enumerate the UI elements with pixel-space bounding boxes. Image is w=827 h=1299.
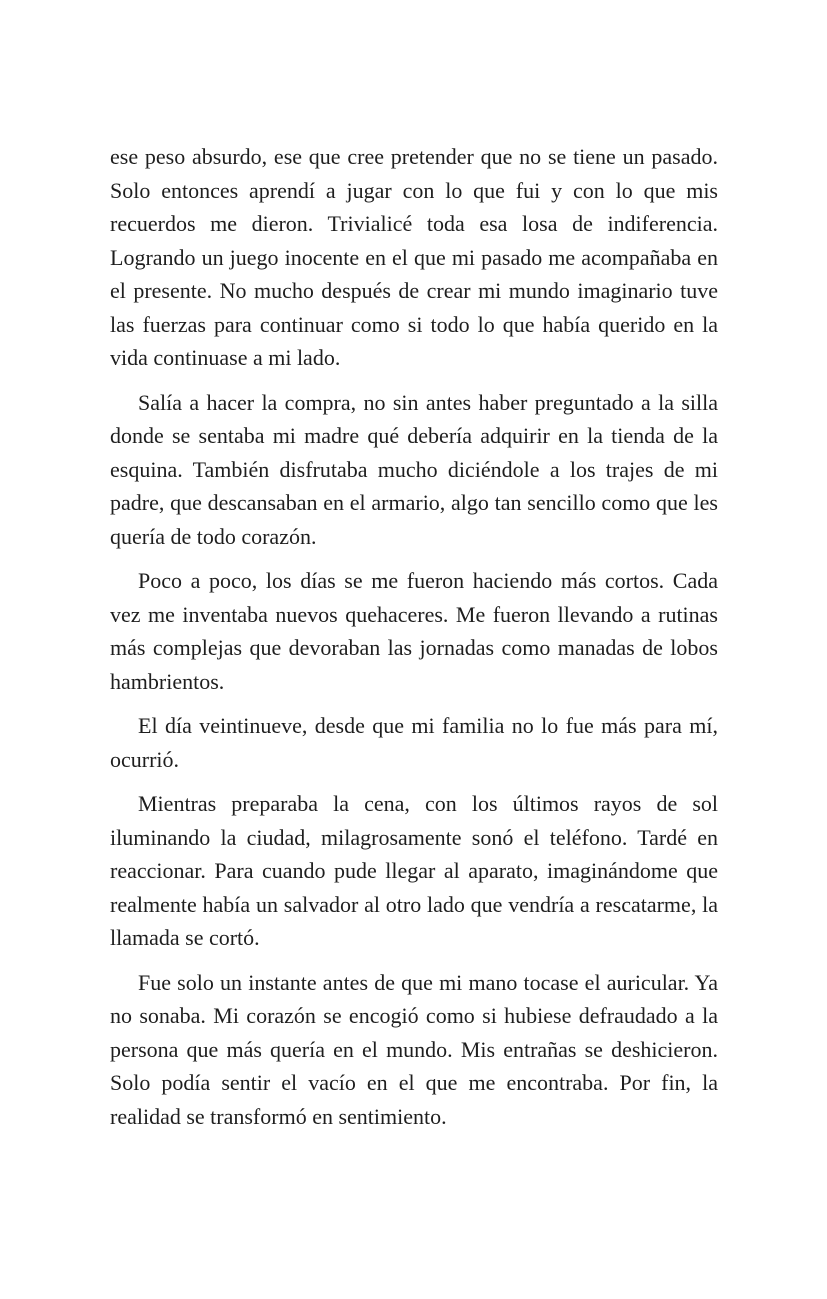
paragraph: Fue solo un instante antes de que mi mano tocase el auricular. Ya no sonaba. Mi corazón se encogió como si hubiese defraudado a la persona que más quería en el mundo. Mis entrañas se deshicieron. Solo podía sentir el vacío en el que me encontraba. Por fin, la realidad se transformó en sentimiento. — [110, 969, 718, 1129]
paragraph: El día veintinueve, desde que mi familia no lo fue más para mí, ocurrió. — [110, 713, 718, 772]
paragraph-continuation: ese peso absurdo, ese que cree pretender que no se tiene un pasado. Solo entonces aprendí a jugar con lo que fui y con lo que mis recuerdos me dieron. Trivialicé toda esa losa de indiferencia. Logrando un juego inocente en el que mi pasado me acompañaba en el presente. No mucho después de crear mi mundo imaginario tuve las fuerzas para continuar como si todo lo que había querido en la vida continuase a mi lado. — [110, 144, 718, 370]
paragraph: Salía a hacer la compra, no sin antes haber preguntado a la silla donde se sentaba mi madre qué debería adquirir en la tienda de la esquina. También disfrutaba mucho diciéndole a los trajes de mi padre, que descansaban en el armario, algo tan sencillo como que les quería de todo corazón. — [110, 389, 718, 549]
paragraph: Poco a poco, los días se me fueron haciendo más cortos. Cada vez me inventaba nuevos quehaceres. Me fueron llevando a rutinas más complejas que devoraban las jornadas como manadas de lobos hambrientos. — [110, 568, 718, 694]
text-column — [110, 140, 718, 1144]
paragraph: Mientras preparaba la cena, con los últimos rayos de sol iluminando la ciudad, milagrosamente sonó el teléfono. Tardé en reaccionar. Para cuando pude llegar al aparato, imaginándome que realmente había un salvador al otro lado que vendría a rescatarme, la llamada se cortó. — [110, 791, 718, 950]
